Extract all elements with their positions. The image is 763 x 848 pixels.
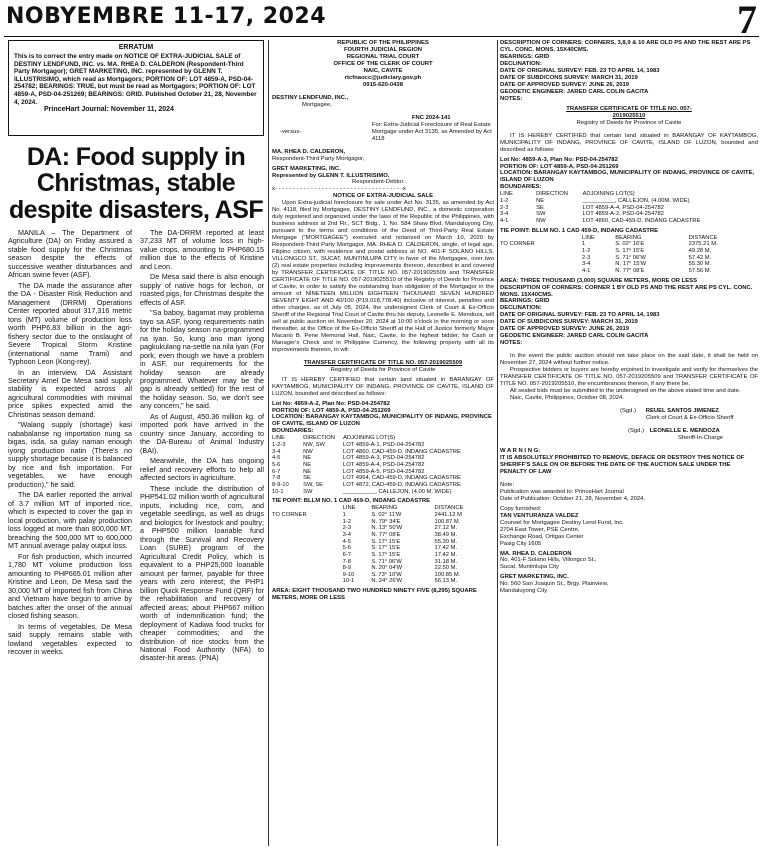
table-cell: 3-4 [272,448,281,455]
table-cell: 5-6 [342,545,352,552]
table-cell: 8-9-10 [272,481,289,488]
table-cell: N. 77° 08'E [371,531,401,538]
respondent-two-role: Respondent-Debtor. [352,179,405,186]
tct2-engineer: GEODETIC ENGINEER: JARED CARL COLIN GACITA [500,333,649,340]
table-row [272,545,494,552]
table-cell: SE [536,204,544,211]
publication-dates: Date of Publication: October 21, 28, November 4, 2024. [500,495,646,502]
notice-column-right [500,40,758,595]
court-heading [272,40,494,89]
table-cell: LOT 4859-A-1, PSD-04-254782 [343,442,425,449]
table-cell: N. 77° 08'E [615,267,645,274]
table-cell: 9-10 [342,571,355,578]
desc1-engineer: GEODETIC ENGINEER: JARED CARL COLIN GACITA [500,88,649,95]
tct2-approved: DATE OF APPROVED SURVEY: JUNE 26, 2019 [500,326,630,333]
desc1-notes: NOTES: [500,95,523,102]
table-row [500,205,758,212]
table-cell: 100.85 M. [434,571,461,578]
table-row [500,241,758,248]
table-cell: S. 02° 11'W [371,511,402,518]
table-row [500,218,758,225]
address-line: Exchange Road, Ortigas Center [500,533,584,540]
tct2-boundaries-table [500,191,758,224]
sig1-mark: (Sgd.) [620,408,637,415]
corner-label [272,552,343,559]
table-cell: 4-1 [582,267,591,274]
tct2-area: AREA: THREE THOUSAND (3,000) SQUARE METERS, MORE OR LESS [500,277,698,284]
table-cell: __________, CALLEJON, (4.00 M. WIDE) [343,488,452,495]
desc1-approved: DATE OF APPROVED SURVEY: JUNE 26, 2019 [500,81,630,88]
address-line: No. 560 San Joaquin St., Brgy. Plainview, [500,581,609,588]
table-cell: S. 71° 06'W [615,254,646,261]
court-line: OFFICE OF THE CLERK OF COURT [333,60,433,67]
table-cell: S. 17° 15'E [371,551,401,558]
sig1-title: Clerk of Court & Ex-Officio Sheriff [646,415,734,421]
table-cell: LOT 4859-A-2, PSD-04-254782 [582,211,664,218]
table-cell: 56.13 M. [434,578,458,585]
cf3-address [500,581,758,595]
table-row [500,198,758,205]
article-paragraph: For fish production, which incurred 1,780 MT volume production loss amounting to PHP665.01 million after Kristine and Leon, De Mesa said the 30,000 MT of imported fish from China and Vietnam have begun to arrive by batches after the onset of the annual closed fishing season. [8,551,132,621]
table-cell: 17.42 M. [434,551,458,558]
page-number: 7 [737,0,757,42]
table-cell: 2441.12 M [434,511,462,518]
table-row [272,455,494,462]
tct1-area: AREA: EIGHT THOUSAND TWO HUNDRED NINETY FIVE (8,295) SQUARE METERS, MORE OR LESS [272,588,477,602]
table-header-cell: DISTANCE [434,505,464,512]
warning-text: IT IS ABSOLUTELY PROHIBITED TO REMOVE, DEFACE OR DESTROY THIS NOTICE OF SHERIFF'S SALE ON OR BEFORE THE DATE OF THE AUCTION SALE UNDER THE PENALTY OF LAW [500,454,745,475]
table-cell: LOT 4872, CAD-459-D, INDANG CADASTRE [343,481,461,488]
table-cell: 1 [342,511,346,518]
table-cell: 10-1 [272,488,284,495]
table-cell: LOT 4859-A-3, PSD-04-254782 [343,455,425,462]
table-row [272,469,494,476]
erratum-body: This is to correct the entry made on NOTICE OF EXTRA-JUDICIAL SALE of DESTINY LENDFUND, INC. vs. MA. RHEA D. CALDERON (Respondent-Third Party Mortgagor); GRET MARKETING, INC. represented by GLENN T. ILLUSTRISIMO, which read as Mortgagors; PORTION OF: LOT 4859-A, PSD-04-254782; BEARINGS: TRUE, but must be read as Mortgagors; PORTION OF: LOT 4859-A, PSD-04-251269; BEARINGS: GRID. Published October 21, 28, November 4, 2024. [14,53,257,106]
issue-date: NOBYEMBRE 11-17, 2024 [6,4,327,29]
sig2-mark: (Sgd.) [628,427,645,434]
respondent-two: GRET MARKETING, INC. [272,165,341,172]
column-rule [268,40,269,846]
table-cell: N. 13° 50'W [371,525,403,532]
article-paragraph: In terms of vegetables, De Mesa said supply remains stable with lowland vegetables expected to recover in weeks. [8,621,132,656]
table-cell: NW, SW [303,442,325,449]
table-row [500,261,758,268]
table-cell: 1-2 [582,247,591,254]
table-row [272,565,494,572]
court-line: REGIONAL TRIAL COURT [346,53,420,60]
article-paragraph: "Sa baboy, bagamat may problema tayo sa ASF, iyong requirements natin for the holiday season na-programmed na iyan. So, kung ano man iyong pagkukulang na-settle na nila iyan (For pork, even though we have a problem in ASF, our requirements for the holiday season are already programmed. Whatever may be the gap is already settled) for the rest of the holiday season. So, we don't see any concern," he said. [140,308,264,411]
table-cell: 7-8 [272,475,281,482]
desc1-subd: DATE OF SUBD/CONS SURVEY: MARCH 31, 2019 [500,74,638,81]
table-cell: LOT 4859-A-4, PSD-04-254782 [343,462,425,468]
table-cell: 57.42 M. [688,254,712,261]
cf1-name: TAN VENTURANZA VALDEZ [500,512,579,519]
tct2-subd: DATE OF SUBD/CONS SURVEY: MARCH 31, 2019 [500,319,638,326]
table-cell: __________, CALLEJON, (4.00M. WIDE) [582,198,690,205]
corner-label [500,261,582,268]
court-line: REPUBLIC OF THE PHILIPPINES [337,40,429,46]
table-row [272,532,494,539]
table-cell: SW, SE [303,481,324,488]
table-header-cell: LINE [272,435,285,442]
table-row [272,482,494,489]
table-cell: 17.42 M. [434,545,458,552]
versus-label: -versus- [280,128,302,135]
corner-label [272,545,343,552]
table-cell: 4-5 [342,538,352,545]
copy-furnished: Copy furnished: [500,505,542,512]
table-cell: S. 17° 15'E [371,545,401,552]
tct2-survey: DATE OF ORIGINAL SURVEY: FEB. 23 TO APRIL 14, 1983 [500,312,660,319]
table-cell: 3-4 [342,531,352,538]
table-cell: S. 71° 06'W [371,558,402,565]
address-line: Counsel for Mortgagee Destiny Lend Fund, Inc. [500,519,624,526]
table-cell: 4-1 [500,218,509,224]
tct2-location: LOCATION: BARANGAY KAYTAMBOG, MUNICIPALITY OF INDANG, PROVINCE OF CAVITE, ISLAND OF LUZON [500,170,755,184]
note-label: Note: [500,481,515,488]
respondent-one-role: Respondent-Third Party Mortgagor, [272,155,365,162]
divider: x- - - - - - - - - - - - - - - - - - - - - - - - - - - - - - - - - - - -x [272,186,406,193]
article-paragraph: "Walang supply (shortage) kasi nababalanse ng importation nung sa bigas, isda, sa gulay naman enough iyong production natin (There's no supply shortage because it is balanced by rice and fish importation. For vegetables, we have enough production)," he said. [8,420,132,489]
court-line: 0915-620-0438 [363,81,403,88]
desc1-bearings: BEARINGS: GRID [500,53,550,60]
article-paragraph: MANILA – The Department of Agriculture (DA) on Friday assured a stable food supply for the Christmas season despite the effects of successive weather disturbances and African swine fever (ASF). [8,227,132,280]
tct2-lot: Lot No: 4859-A-3, Plan No: PSD-04-254782 [500,156,618,163]
article-paragraph: These include the distribution of PHP541.02 million worth of agricultural inputs, including rice, corn, and vegetable seedlings, as well as drugs and biologics for livestock and poultry; a PHP500 million loanable fund through the Survival and Recovery Loan (SURE) program of the Agricultural Credit Policy, which is equivalent to a PHP25,000 loanable amount per farmer, payable for three years with zero interest; the PHP1 billion Quick Response Fund (QRF) for the rehabilitation and recovery of affected areas; about PHP667 million worth of indemnification fund; the deployment of Kadiwa food trucks for cheaper commodities; and the distribution of rice stocks from the National Food Authority (NFA) to disaster-hit areas. (PNA) [140,483,264,663]
table-cell: 55.30 M. [434,538,458,545]
cf2-name: MA. RHEA D. CALDERON [500,550,572,557]
table-cell: 10-1 [342,578,355,585]
table-row [272,489,494,496]
table-cell: 1-2 [500,198,509,205]
table-row [272,512,494,519]
table-row [500,248,758,255]
table-cell: NW [536,218,546,224]
table-header-cell: ADJOINING LOT(S) [343,435,396,442]
tct2-tie-point: TIE POINT: BLLM NO. 1 CAD 459-D, INDANG CADASTRE [500,227,659,234]
tct1-boundaries-table [272,435,494,495]
desc1-corners: DESCRIPTION OF CORNERS: CORNERS, 3,8,9 & 10 ARE OLD PS AND THE REST ARE PS CYL. CONC. MONS. 15X40CMS. [500,40,751,53]
table-header-cell: LINE [582,234,595,241]
tct1-portion: PORTION OF: LOT 4859-A, PSD-04-251269 [272,407,391,414]
table-row [272,449,494,456]
table-row [500,268,758,275]
table-cell: 2-3 [500,204,509,211]
table-cell: S. 73° 10'W [371,571,402,578]
table-cell: SW [536,211,546,218]
plaintiff-name: DESTINY LENDFUND, INC., [272,94,349,101]
column-rule [497,40,498,846]
tct1-intro: IT IS HEREBY CERTIFIED that certain land situated in BARANGAY OF KAYTAMBOG, MUNICIPALITY OF INDANG, PROVINCE OF CAVITE, ISLAND OF LUZON, bounded and described as follows: [272,376,494,397]
sig1-name: REUEL SANTOS JIMENEZ [645,408,719,415]
table-cell: 4-5 [272,455,281,462]
table-header-cell: BEARING [615,234,642,241]
tct2-bearings: BEARINGS: GRID [500,298,550,305]
tct1-registry: Registry of Deeds for Province of Cavite [330,366,436,373]
corner-label [272,539,343,546]
table-cell: S. 17° 15'E [371,538,401,545]
page-header [0,0,763,42]
corner-label [272,525,343,532]
table-cell: N. 20° 04'W [371,565,403,572]
article-paragraph: The DA earlier reported the arrival of 3.7 million MT of imported rice, which is expected to cover the gap in local production, with palay production loss logged at more than 800,000 MT, breaching the 500,000 MT to 600,000 MT annual average palay output loss. [8,490,132,551]
address-line: Pasig City 1605 [500,540,542,547]
tct1-lot: Lot No: 4859-A-2, Plan No: PSD-04-254782 [272,400,390,407]
notice-column-middle [272,40,494,602]
article-paragraph: As of August, 450.36 million kg. of imported pork have arrived in the country since January, according to the DA-Bureau of Animal Industry (BAI). [140,411,264,455]
corner-label: TO CORNER [272,511,307,518]
table-cell: NE [303,462,312,468]
table-row [500,211,758,218]
table-cell: 38.49 M. [434,531,458,538]
cf2-address [500,557,758,571]
table-cell: N. 79° 34'E [371,518,401,525]
table-cell: 8-9 [342,565,352,572]
table-cell: 22.50 M. [434,565,458,572]
article-paragraph: De Mesa said there is also enough supply of native hogs for lechon, or roasted pigs, for Christmas despite the effects of ASF. [140,272,264,307]
court-line: rtcfnaocc@judiciary.gov.ph [344,74,422,81]
table-cell: 2-3 [582,254,591,261]
corner-label [500,255,582,262]
table-cell: 31.18 M. [434,558,458,565]
table-header-cell: ADJOINING LOT(S) [582,191,635,198]
corner-label [272,519,343,526]
article-headline: DA: Food supply in Christmas, stable despite disasters, ASF [8,143,264,224]
table-cell: LOT 4860, CAD-459-D, INDANG CADASTRE [582,218,701,224]
tct1-title: TRANSFER CERTIFICATE OF TITLE NO. 057-2019025509 [303,359,463,366]
table-cell: 1-2 [342,518,352,525]
table-cell: SE [303,475,311,482]
table-cell: 27.12 M. [434,525,458,532]
tct2-ties-table [500,235,758,275]
table-row [272,539,494,546]
table-header-cell: LINE [342,505,356,512]
table-cell: 1-2-3 [272,442,286,449]
table-row [272,578,494,585]
tct2-corners: DESCRIPTION OF CORNERS: CORNER 1 BY OLD PS AND THE REST ARE PS CYL. CONC. MONS. 15X40CMS. [500,284,753,298]
closing-two: Prospective bidders or buyers are hereby enjoined to investigate and verify for themselves the TRANSFER CERTIFICATE OF TITLE NO. 057-2019205509 and TRANSFER CERTIFICATE OF TITLE NO. 057-2019205510, the encumbrances thereon, if any there be. [500,367,758,388]
notice-title: NOTICE OF EXTRA-JUDICIAL SALE [332,193,434,200]
table-cell: LOT 4859-A-5, PSD-04-254782 [343,468,425,475]
case-for: For: Extra-Judicial Foreclosure of Real Estate Mortgage under Act 3135, as Amended by Act 4118 [371,121,492,142]
table-cell: NE [303,468,312,475]
table-header-cell: DIRECTION [536,191,568,198]
table-cell: NE [303,455,312,462]
table-row [272,552,494,559]
corner-label: TO CORNER [500,241,535,248]
table-cell: 1 [582,241,586,248]
table-cell: NW [303,448,313,455]
table-row [500,255,758,262]
corner-label [272,565,343,572]
tct1-ties-table [272,505,494,585]
tct2-declination: DECLINATION: [500,305,542,312]
table-cell: 57.56 M. [688,267,712,274]
table-row [272,442,494,449]
table-row [272,462,494,469]
warning-title: W A R N I N G: [500,447,541,454]
table-header-cell: LINE [500,191,513,198]
table-cell: LOT 4964, CAD-459-D, INDANG CADASTRE [343,475,461,482]
respondent-one: MA. RHEA D. CALDERON, [272,148,346,155]
table-cell: NE [536,198,545,205]
table-row [272,572,494,579]
erratum-footer: PrinceHart Journal: November 11, 2024 [44,106,174,114]
table-cell: S. 17° 15'E [615,247,645,254]
table-cell: 6-7 [342,551,352,558]
plaintiff-role: Mortgagee, [302,101,332,108]
left-column [8,40,264,665]
table-cell: 55.30 M. [688,261,712,268]
corner-label [272,578,343,585]
table-header-cell: DISTANCE [688,234,718,241]
tct1-location: LOCATION: BARANGAY KAYTAMBOG, MUNICIPALITY OF INDANG, PROVINCE OF CAVITE, ISLAND OF LUZON [272,414,492,428]
table-cell: S. 02° 16'E [615,241,645,248]
table-row [272,559,494,566]
article-column [8,229,132,665]
table-cell: N. 24° 26'W [371,578,403,585]
table-cell: 49.28 M. [688,247,712,254]
table-cell: LOT 4860, CAD-459-D, INDANG CADASTRE [343,448,461,455]
article-body [8,229,264,665]
table-cell: 3-4 [582,261,591,268]
corner-label [500,248,582,255]
publication-awarded: Publication was awarded to: PrinceHart Journal [500,488,624,495]
case-number: FNC 2024-141 [411,114,451,121]
notice-body: Upon Extra-judicial foreclosure for sale under Act No. 3135, as amended by Act No. 4118, filed by Mortgagee, DESTINY LENDFUND, INC., a domestic corporation duly registered and organized under the laws of the Republic of the Philippines, with business address at 2nd Flr., SCT Bldg., 1, No. 584 Shaw Blvd. Mandaluyong City, pursuant to the terms and conditions of the Deed of Third-Party Real Estate Mortgage ("MORTGAGEE") executed and notarized on March 10, 2020 by Respondent-Third Party Mortgagor, MA. RHEA D. CALDERON, single, of legal age, Filipino citizen, with residence and postal address at NO. 401-F SOLANO HILLS, VILLONGCO ST., SUCAT, MUNTINLUPA CITY in favor of the Mortgagee, over two (2) real estate properties including improvements thereon, described in and covered by TRANSFER CERTIFICATE OF TITLE NO. 057-2019025509 and TRANSFER CERTIFICATE OF TITLE NO. 057-2019025510 of the Registry of Deeds for Province of Cavite, in order to satisfy the outstanding loan obligation of the Mortgagor in the amount of NINETEEN MILLION EIGHTEEN THOUSAND SEVEN HUNDRED SEVENTY EIGHT AND 40/100 (P19,018,778.40) inclusive of interest, penalties and other charges, as of July 05, 2024, the undersigned Clerk of Court & Ex-Officio Sheriff of the Regional Trial Court of Cavite thru his deputy, Leonelle E. Mendoza, will sell at public auction on November 20, 2024 at 10:00 o'clock in the morning or soon thereafter, at the Office of the Ex-Officio Sheriff at the Hall of Justice formerly Mayor Macario B. Pene Memorial Hall, Naic, Cavite, to the highest bidder, for Cash or Manager's Check and in Philippine Currency, the following property with all its improvements thereon, to wit: [272,200,494,353]
sig2-name: LEONELLE E. MENDOZA [649,427,720,434]
corner-label [500,268,582,275]
table-cell: 6-7 [272,468,281,475]
court-line: NAIC, CAVITE [363,67,403,74]
tct1-tie-point: TIE POINT: BLLM NO. 1 CAD 459-D, INDANG CADASTRE [272,498,431,505]
table-cell: 2-3 [342,525,352,532]
table-cell: 100.87 M. [434,518,461,525]
address-line: Sucat, Muntinlupa City [500,564,559,571]
address-line: No. 401-F Solano Hills, Villongco St., [500,557,597,564]
article-paragraph: The DA-DRRM reported at least 37,233 MT of volume loss in high-value crops, amounting to PHP680.15 million due to the effects of Kristine and Leon. [140,227,264,271]
article-paragraph: In an interview, DA Assistant Secretary Arnel De Mesa said supply stability is expected across all agricultural commodities with minimal price spikes expected amid the Christmas season demand. [8,367,132,419]
table-cell: 2375.21 M. [688,241,718,248]
desc1-declination: DECLINATION: [500,60,542,67]
table-row [272,525,494,532]
table-cell: 3-4 [500,211,509,218]
table-cell: LOT 4859-A-4, PSD-04-254782 [582,204,664,211]
tct2-title: TRANSFER CERTIFICATE OF TITLE NO. 057-2019025510 [566,105,692,119]
closing-three: All sealed bids must be submitted to the undersigned on the above stated time and date. [510,388,741,395]
address-line: Mandaluyong City [500,588,548,595]
closing-one: In the event the public auction should not take place on the said date, it shall be held on November 27, 2024 without further notice. [500,353,758,367]
cf1-address [500,520,758,548]
tct1-boundaries: BOUNDARIES: [272,428,314,435]
article-paragraph: The DA made the assurance after the DA - Disaster Risk Reduction and Management (DRRM) Operations Center reported about 317,316 metric tons (MT) volume of production loss worth PHP6.83 billion in the agri-fishery sector due to the onslaught of Severe Tropical Storm Kristine (international name Trami) and Typhoon Leon (Kong-rey). [8,280,132,367]
desc1-survey: DATE OF ORIGINAL SURVEY: FEB. 23 TO APRIL 14, 1983 [500,67,660,74]
address-line: 2704 East Tower, PSE Centre, [500,526,580,533]
tct2-portion: PORTION OF: LOT 4859-A, PSD-04-251269 [500,163,619,170]
article-column [140,229,264,665]
table-cell: N. 17° 15'W [615,261,647,268]
respondent-two-rep: Represented by GLENN T. ILLUSTRISIMO, [272,172,390,179]
table-row [272,519,494,526]
table-row [272,475,494,482]
table-header-cell: BEARING [371,505,398,512]
table-cell: SW [303,488,313,495]
cf3-name: GRET MARKETING, INC. [500,574,569,581]
table-header-cell: DIRECTION [303,435,335,442]
corner-label [272,572,343,579]
corner-label [272,559,343,566]
court-line: FOURTH JUDICIAL REGION [343,46,423,53]
tct2-intro: IT IS HEREBY CERTIFIED that certain land situated in BARANGAY OF KAYTAMBOG, MUNICIPALITY OF INDANG, PROVINCE OF CAVITE, ISLAND OF LUZON, bounded and described as follows: [500,132,758,153]
corner-label [272,532,343,539]
sig2-title: Sheriff-In-Charge [678,434,724,441]
header-rule [4,36,759,37]
table-cell: 5-6 [272,462,281,468]
article-paragraph: Meanwhile, the DA has ongoing relief and recovery efforts to help all affected sectors in agriculture. [140,456,264,483]
table-cell: 7-8 [342,558,352,565]
tct2-notes: NOTES: [500,340,523,347]
place-date: Naic, Cavite, Philippines, October 08, 2024. [510,395,624,402]
erratum-box [8,40,264,136]
tct2-boundaries: BOUNDARIES: [500,184,542,191]
erratum-title: ERRATUM [118,44,154,51]
tct2-registry: Registry of Deeds for Province of Cavite [576,119,682,126]
